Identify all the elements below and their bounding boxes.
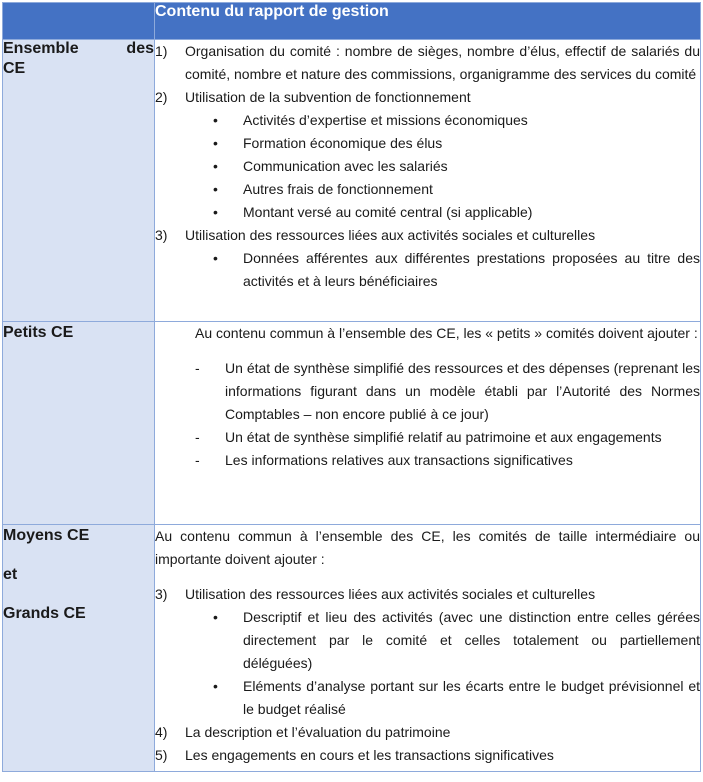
bullet-icon: •: [213, 678, 218, 694]
item-number: 2): [155, 89, 168, 105]
sub-list-item: [155, 247, 700, 293]
dash-icon: -: [195, 452, 200, 468]
report-content-table: [2, 2, 701, 772]
item-text: Utilisation des ressources liées aux activités sociales et culturelles: [185, 586, 596, 602]
item-number: 3): [155, 227, 168, 243]
sub-item-text: Données afférentes aux différentes prestations proposées au titre des activités et à leurs bénéficiaires: [243, 250, 700, 289]
dash-icon: -: [195, 360, 200, 376]
list-item: [155, 721, 700, 744]
sub-item-text: Eléments d’analyse portant sur les écarts entre le budget prévisionnel et le budget réalisé: [243, 678, 700, 717]
item-number: 5): [155, 747, 168, 763]
sub-list-item: [155, 606, 700, 675]
label-grands-ce: Grands CE: [3, 605, 86, 622]
item-text: Utilisation des ressources liées aux activités sociales et culturelles: [185, 227, 596, 243]
row-content-petits: [155, 322, 701, 525]
sub-list-item: [155, 109, 700, 132]
label-ensemble-word: Ensemble: [3, 40, 79, 57]
dash-item-text: Les informations relatives aux transactions significatives: [225, 452, 573, 468]
row-content-moyens-grands: [155, 525, 701, 772]
item-text: Utilisation de la subvention de fonctionnement: [185, 89, 471, 105]
header-row: [3, 3, 701, 40]
bullet-icon: •: [213, 250, 218, 266]
item-text: La description et l’évaluation du patrimoine: [185, 724, 451, 740]
header-title: Contenu du rapport de gestion: [155, 3, 701, 40]
sub-list-item: [155, 178, 700, 201]
intro-text: Au contenu commun à l’ensemble des CE, les comités de taille intermédiaire ou importante doivent ajouter :: [155, 528, 700, 567]
bullet-icon: •: [213, 158, 218, 174]
label-ce-word: CE: [3, 60, 26, 77]
row-petits: [3, 322, 701, 525]
item-number: 4): [155, 724, 168, 740]
header-empty-cell: [3, 3, 155, 40]
bullet-icon: •: [213, 609, 218, 625]
sub-list-item: [155, 675, 700, 721]
list-item: [155, 86, 700, 109]
bullet-icon: •: [213, 112, 218, 128]
sub-item-text: Communication avec les salariés: [243, 158, 448, 174]
row-moyens-grands: [3, 525, 701, 772]
dash-list-item: [195, 449, 700, 472]
sub-item-text: Activités d’expertise et missions économiques: [243, 112, 528, 128]
sub-item-text: Descriptif et lieu des activités (avec une distinction entre celles gérées directement par le comité et celles totalement ou partiellement déléguées): [243, 609, 700, 671]
dash-icon: -: [195, 429, 200, 445]
item-number: 1): [155, 43, 168, 59]
label-des-word: des: [126, 40, 154, 57]
row-label-petits: [3, 322, 155, 525]
list-item: [155, 583, 700, 606]
intro-text: Au contenu commun à l’ensemble des CE, les « petits » comités doivent ajouter :: [195, 325, 698, 341]
row-content-ensemble: [155, 40, 701, 322]
list-item: [155, 744, 700, 767]
dash-item-text: Un état de synthèse simplifié relatif au patrimoine et aux engagements: [225, 429, 662, 445]
label-moyens-ce: Moyens CE: [3, 527, 90, 544]
bullet-icon: •: [213, 204, 218, 220]
item-text: Organisation du comité : nombre de sièges, nombre d’élus, effectif de salariés du comité, nombre et nature des commissions, organigramme des services du comité: [185, 43, 700, 82]
label-et: et: [3, 566, 18, 583]
dash-list-item: [195, 357, 700, 426]
row-label-moyens-grands: [3, 525, 155, 772]
dash-item-text: Un état de synthèse simplifié des ressources et des dépenses (reprenant les informations figurant dans un modèle établi par l’Autorité des Normes Comptables – non encore publié à ce jour): [225, 360, 700, 422]
item-text: Les engagements en cours et les transactions significatives: [185, 747, 554, 763]
list-item: [155, 40, 700, 86]
sub-list-item: [155, 132, 700, 155]
item-number: 3): [155, 586, 168, 602]
bullet-icon: •: [213, 135, 218, 151]
list-item: [155, 224, 700, 247]
sub-item-text: Montant versé au comité central (si applicable): [243, 204, 533, 220]
sub-list-item: [155, 155, 700, 178]
label-petits-ce: Petits CE: [3, 324, 74, 341]
sub-item-text: Formation économique des élus: [243, 135, 443, 151]
sub-item-text: Autres frais de fonctionnement: [243, 181, 433, 197]
sub-list-item: [155, 201, 700, 224]
bullet-icon: •: [213, 181, 218, 197]
row-label-ensemble: [3, 40, 155, 322]
dash-list-item: [195, 426, 700, 449]
row-ensemble: [3, 40, 701, 322]
